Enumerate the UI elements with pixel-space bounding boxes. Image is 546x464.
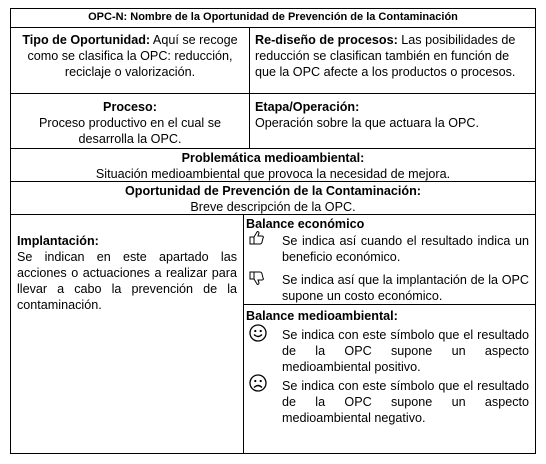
balance-medioambiental-cell [244, 304, 535, 453]
rediseno-heading: Re-diseño de procesos: [255, 33, 398, 47]
title-row [11, 9, 535, 28]
problematica-text: Situación medioambiental que provoca la necesidad de mejora. [95, 167, 451, 181]
implantacion-text: Se indican en este apartado las acciones o actuaciones a realizar para llevar a cabo la prevención de la contaminación. [17, 250, 237, 312]
tipo-oportunidad-cell [11, 28, 249, 93]
proceso-etapa-row [11, 94, 535, 149]
rediseno-cell [250, 28, 535, 93]
smiley-face-icon [249, 324, 267, 342]
thumbs-up-icon [248, 229, 266, 247]
balance-medioambiental-item-1-text: Se indica con este símbolo que el resultado de la OPC supone un aspecto medioambiental positivo. [282, 328, 529, 374]
thumbs-down-icon [248, 269, 266, 287]
implantacion-cell [11, 215, 243, 453]
etapa-text: Operación sobre la que actuara la OPC. [255, 116, 480, 130]
opc-form-table [10, 8, 536, 454]
tipo-rediseno-row [11, 28, 535, 94]
balance-economico-item-2-text: Se indica así que la implantación de la OPC supone un costo económico. [282, 273, 529, 303]
bottom-section [11, 215, 535, 453]
balance-economico-item-1-text: Se indica así cuando el resultado indica un beneficio económico. [282, 234, 529, 264]
etapa-cell [250, 94, 535, 148]
tipo-oportunidad-heading: Tipo de Oportunidad: [22, 33, 151, 47]
balance-economico-cell [244, 215, 535, 305]
implantacion-heading: Implantación: [17, 234, 99, 248]
balance-economico-heading: Balance económico [246, 217, 365, 231]
problematica-heading: Problemática medioambiental: [181, 151, 365, 165]
tipo-oportunidad-text: Aquí se recoge como se clasifica la OPC: reducción, reciclaje o valorización. [27, 33, 238, 79]
etapa-heading: Etapa/Operación: [255, 100, 360, 114]
form-title: OPC-N: Nombre de la Oportunidad de Prevención de la Contaminación [88, 11, 458, 23]
rediseno-text: Las posibilidades de reducción se clasifican también en función de que la OPC afecte a los productos o procesos. [255, 33, 516, 79]
frowning-face-icon [249, 374, 267, 392]
problematica-row [11, 149, 535, 182]
oportunidad-text: Breve descripción de la OPC. [190, 200, 356, 214]
oportunidad-heading: Oportunidad de Prevención de la Contaminación: [125, 184, 421, 198]
balance-medioambiental-heading: Balance medioambiental: [246, 309, 398, 323]
proceso-cell [11, 94, 249, 148]
balance-medioambiental-item-2-text: Se indica con este símbolo que el resultado de la OPC supone un aspecto medioambiental negativo. [282, 379, 529, 425]
proceso-heading: Proceso: [103, 100, 157, 114]
proceso-text: Proceso productivo en el cual se desarrolla la OPC. [38, 116, 221, 146]
oportunidad-row [11, 182, 535, 215]
